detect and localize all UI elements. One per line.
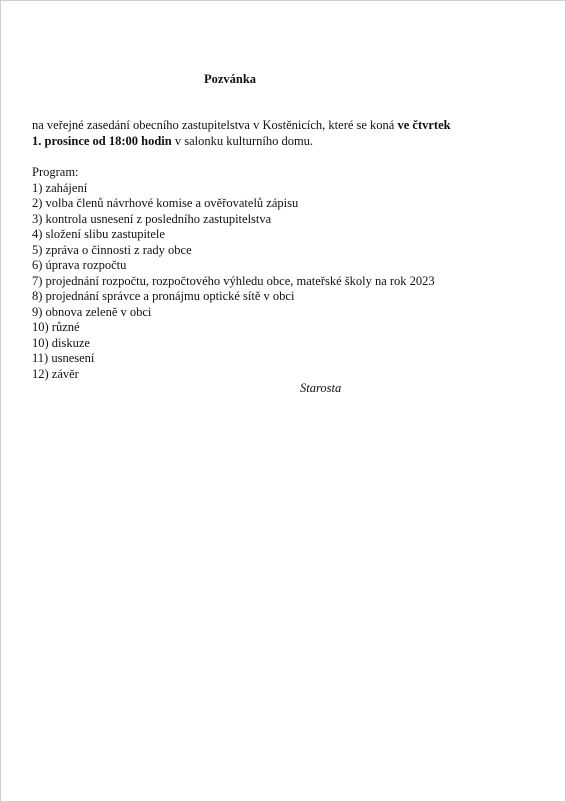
program-item: 8) projednání správce a pronájmu optické sítě v obci [32,289,295,303]
program-item: 6) úprava rozpočtu [32,258,127,272]
intro-date-time: 1. prosince od 18:00 hodin [32,133,172,148]
program-item: 5) zpráva o činnosti z rady obce [32,242,192,257]
program-item: 7) projednání rozpočtu, rozpočtového výhledu obce, mateřské školy na rok 2023 [32,273,435,288]
intro-date-day: ve čtvrtek [397,118,451,132]
program-item: 12) závěr [32,366,79,381]
program-section [32,165,500,382]
program-item: 10) různé [32,320,80,334]
program-list [32,181,500,383]
program-item: 9) obnova zeleně v obci [32,304,152,319]
program-item: 4) složení slibu zastupitele [32,227,165,241]
program-item: 11) usnesení [32,351,95,365]
program-item: 10) diskuze [32,335,90,350]
intro-text-part1: na veřejné zasedání obecního zastupitelstva v Kostěnicích, které se koná [32,118,398,132]
program-item: 1) zahájení [32,180,88,195]
intro-text-part2: v salonku kulturního domu. [171,133,314,148]
signature: Starosta [300,381,342,395]
invitation-text [32,118,500,149]
program-item: 2) volba členů návrhové komise a ověřovatelů zápisu [32,196,299,210]
document-title: Pozvánka [203,72,257,86]
program-label: Program: [32,165,79,179]
program-item: 3) kontrola usnesení z posledního zastupitelstva [32,211,272,226]
